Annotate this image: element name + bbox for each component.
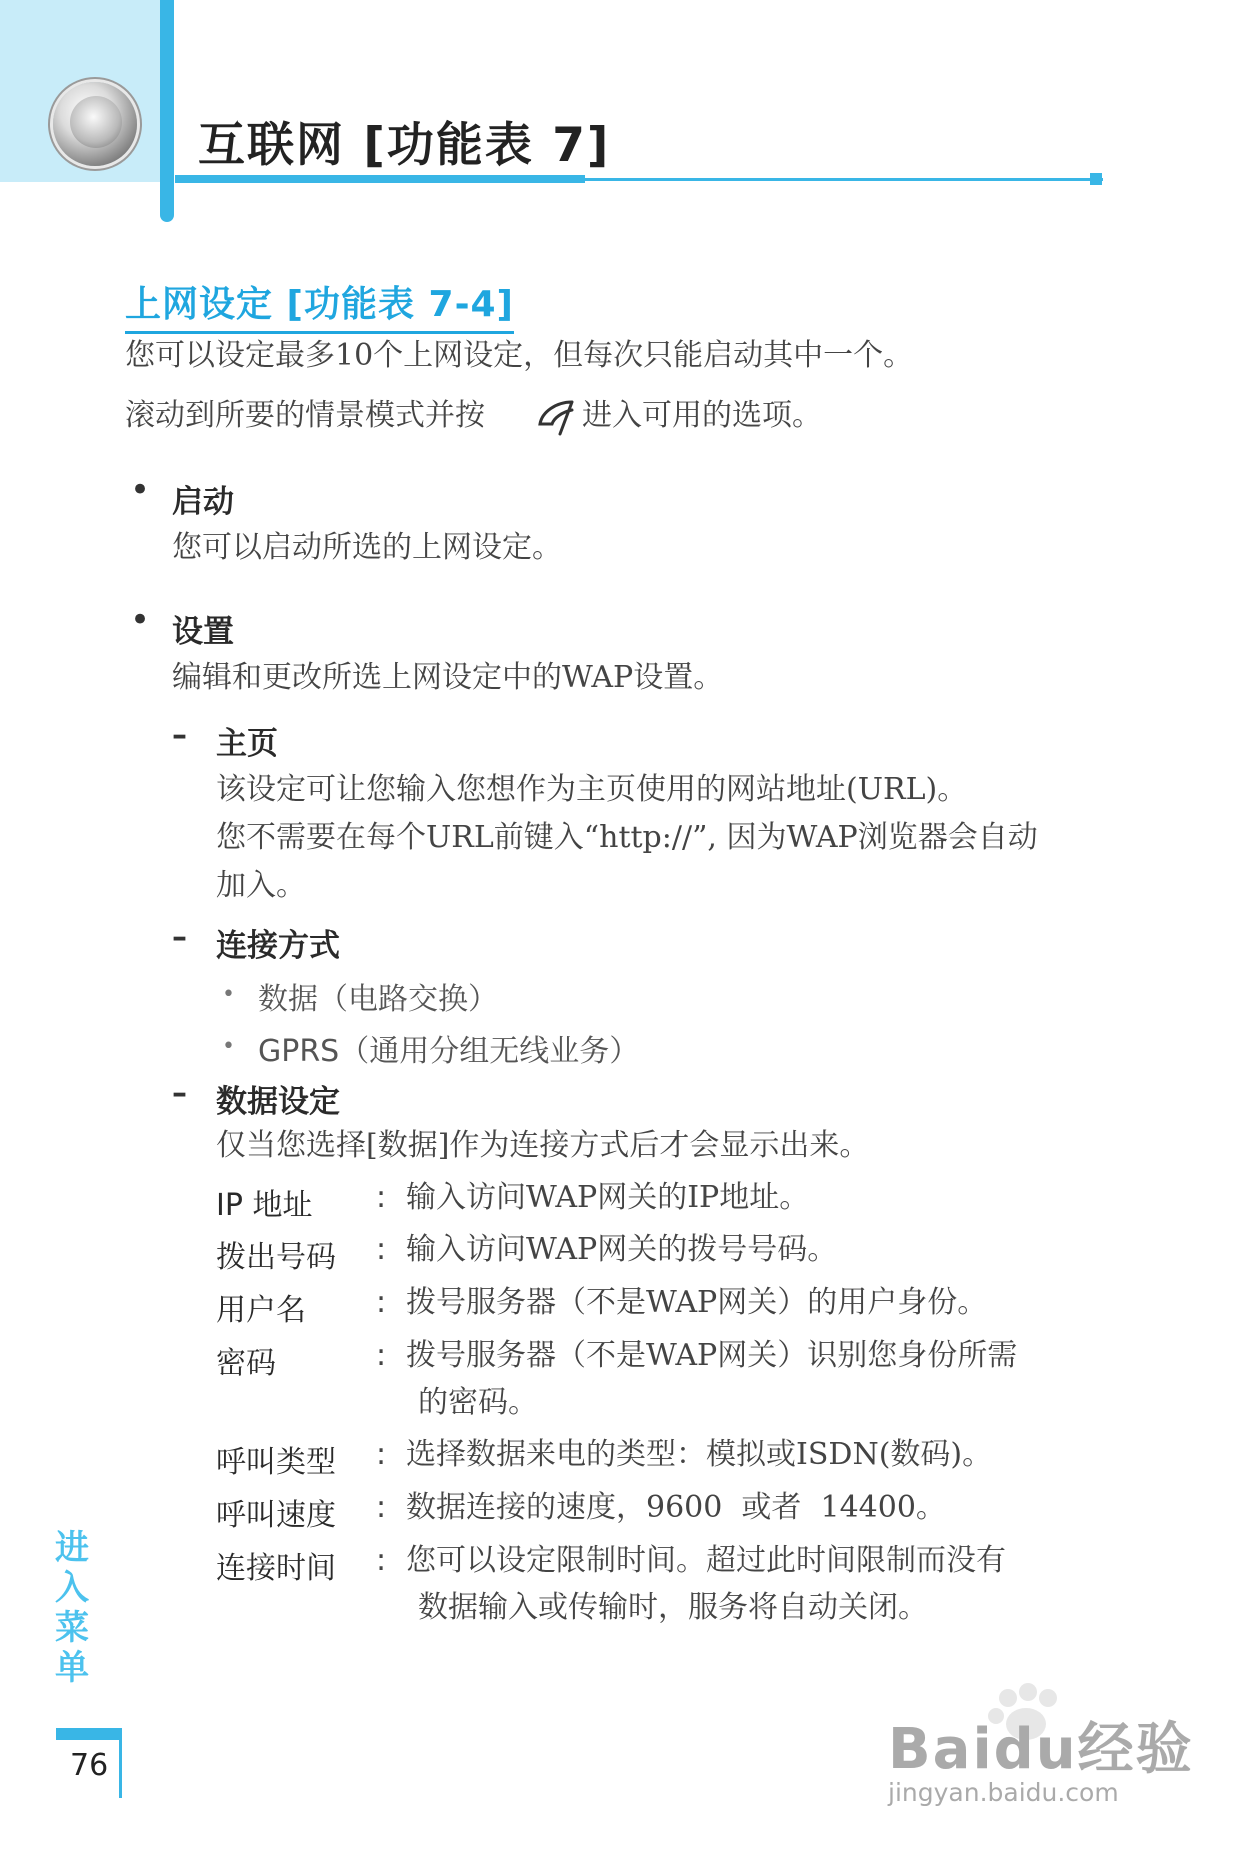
row-label-username: 用户名	[216, 1293, 306, 1328]
homepage-desc-3: 加入。	[216, 868, 306, 903]
row-colon: :	[376, 1490, 387, 1525]
row-colon: :	[376, 1285, 387, 1320]
row-label-password: 密码	[216, 1346, 276, 1381]
data-settings-desc: 仅当您选择[数据]作为连接方式后才会显示出来。	[216, 1128, 870, 1163]
row-value-username: 拨号服务器（不是WAP网关）的用户身份。	[406, 1285, 988, 1320]
homepage-desc-2: 您不需要在每个URL前键入“http://”, 因为WAP浏览器会自动	[216, 820, 1038, 855]
bullet-activate: •	[130, 470, 151, 510]
row-colon: :	[376, 1437, 387, 1472]
item-activate-title: 启动	[172, 484, 234, 520]
page-number-rule	[119, 1740, 122, 1798]
row-value-dial: 输入访问WAP网关的拨号号码。	[406, 1232, 838, 1267]
row-colon: :	[376, 1232, 387, 1267]
row-value-password-cont: 的密码。	[418, 1385, 538, 1420]
row-label-call-type: 呼叫类型	[216, 1445, 336, 1480]
homepage-desc-1: 该设定可让您输入您想作为主页使用的网站地址(URL)。	[216, 772, 968, 807]
bullet-settings: •	[130, 600, 151, 640]
row-colon: :	[376, 1543, 387, 1578]
connection-option-gprs: GPRS（通用分组无线业务）	[258, 1034, 640, 1069]
intro-line-2a: 滚动到所要的情景模式并按	[125, 398, 485, 433]
item-settings-title: 设置	[172, 614, 234, 650]
row-colon: :	[376, 1338, 387, 1373]
row-label-call-speed: 呼叫速度	[216, 1498, 336, 1533]
row-value-call-speed: 数据连接的速度，9600 或者 14400。	[406, 1490, 946, 1525]
row-colon: :	[376, 1180, 387, 1215]
connection-option-data: 数据（电路交换）	[258, 982, 498, 1017]
page-number: 76	[70, 1748, 109, 1783]
globe-icon-inner	[70, 96, 122, 148]
row-label-ip: IP 地址	[216, 1188, 313, 1223]
row-value-connect-time-cont: 数据输入或传输时，服务将自动关闭。	[418, 1590, 928, 1625]
header-vertical-bar	[160, 0, 174, 222]
watermark-brand: Baidu经验	[888, 1717, 1194, 1782]
data-settings-title: 数据设定	[216, 1084, 340, 1120]
watermark-url: jingyan.baidu.com	[888, 1778, 1119, 1807]
homepage-title: 主页	[216, 726, 278, 762]
intro-line-2b: 进入可用的选项。	[582, 398, 822, 433]
header-rule-end	[1090, 173, 1102, 185]
header-rule-thick	[175, 175, 585, 183]
row-value-ip: 输入访问WAP网关的IP地址。	[406, 1180, 810, 1215]
dash-data-settings: –	[172, 1076, 187, 1111]
dash-homepage: –	[172, 718, 187, 753]
row-label-dial: 拨出号码	[216, 1240, 336, 1275]
intro-line-1: 您可以设定最多10个上网设定，但每次只能启动其中一个。	[125, 338, 914, 373]
item-activate-desc: 您可以启动所选的上网设定。	[172, 530, 562, 565]
connection-title: 连接方式	[216, 928, 340, 964]
page-number-bar	[56, 1728, 122, 1740]
section-title: 上网设定 [功能表 7-4]	[125, 276, 514, 334]
row-value-password: 拨号服务器（不是WAP网关）识别您身份所需	[406, 1338, 1018, 1373]
connection-option-bullet: •	[222, 982, 235, 1007]
item-settings-desc: 编辑和更改所选上网设定中的WAP设置。	[172, 660, 724, 695]
row-value-call-type: 选择数据来电的类型：模拟或ISDN(数码)。	[406, 1437, 993, 1472]
soft-key-icon	[536, 398, 578, 438]
row-label-connect-time: 连接时间	[216, 1551, 336, 1586]
dash-connection: –	[172, 920, 187, 955]
chapter-title: 互联网 [功能表 7]	[198, 118, 611, 173]
row-value-connect-time: 您可以设定限制时间。超过此时间限制而没有	[406, 1543, 1006, 1578]
side-section-label: 进入菜单	[55, 1528, 89, 1688]
connection-option-bullet: •	[222, 1034, 235, 1059]
